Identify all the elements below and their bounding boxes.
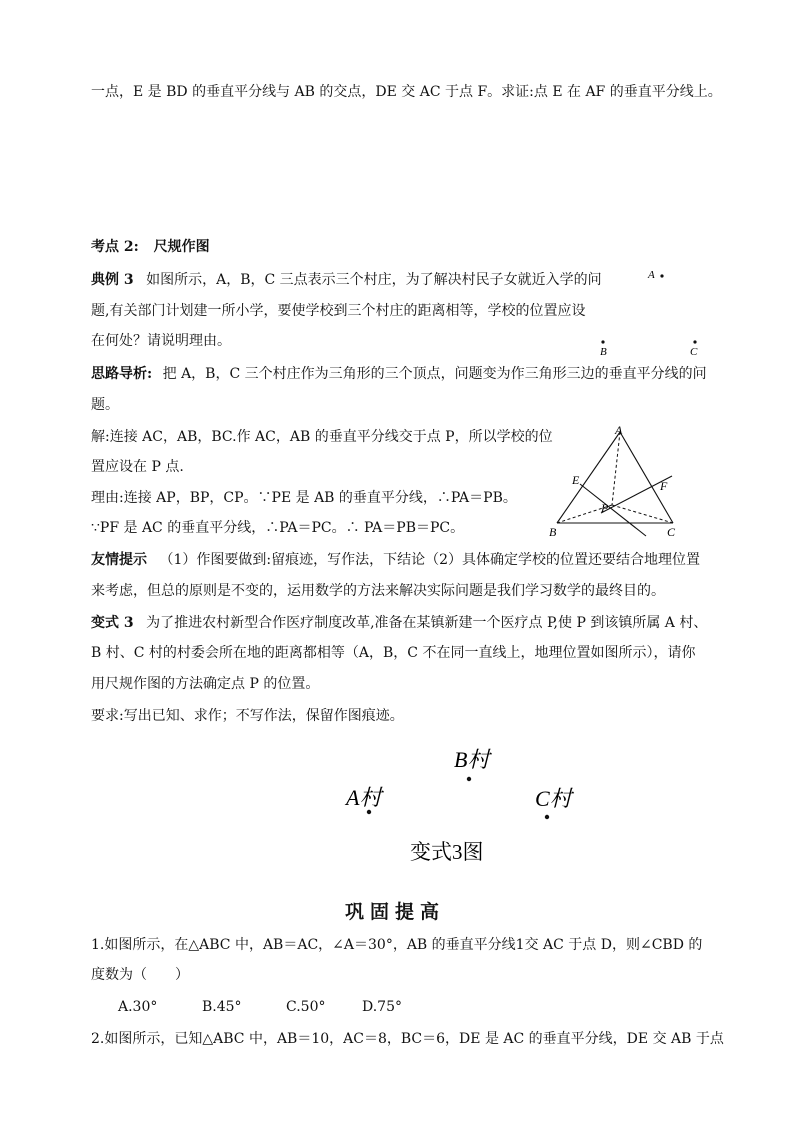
- village-a-label: A村: [346, 785, 382, 810]
- point-a: [660, 274, 663, 277]
- point-c-label: C: [690, 346, 698, 358]
- variant-3-line-3: 用尺规作图的方法确定点 P 的位置。: [91, 676, 320, 692]
- point-b: [601, 340, 604, 343]
- problem-continuation: 一点，E 是 BD 的垂直平分线与 AB 的交点，DE 交 AC 于点 F。求证:点 E 在 AF 的垂直平分线上。: [91, 84, 722, 100]
- village-figure-caption: 变式3图: [410, 840, 484, 864]
- question-1-option-a: A.30°: [118, 999, 158, 1015]
- side-ac: [620, 432, 673, 523]
- guide-label: 思路导析:: [91, 366, 153, 382]
- point-e-label: E: [572, 473, 580, 487]
- guide-text: 把 A，B，C 三个村庄作为三角形的三个顶点，问题变为作三角形三边的垂直平分线的问: [162, 366, 707, 382]
- variant-3-line-2: B 村、C 村的村委会所在地的距离都相等（A，B，C 不在同一直线上，地理位置如图所示），请你: [91, 645, 696, 661]
- variant-3-line-1: [91, 613, 707, 633]
- village-c-point: [545, 815, 549, 819]
- example-3-line-3: 在何处？请说明理由。: [91, 333, 231, 349]
- village-a-point: [367, 810, 371, 814]
- variant-3-requirement: 要求:写出已知、求作；不写作法，保留作图痕迹。: [91, 708, 404, 724]
- point-b-label: B: [600, 346, 607, 358]
- vertex-c-label: C: [667, 525, 676, 539]
- example-3-line-1: [91, 270, 602, 290]
- vertex-a-label: A: [615, 423, 623, 437]
- example-3-line-2: 题,有关部门计划建一所小学，要使学校到三个村庄的距离相等，学校的位置应设: [91, 303, 586, 319]
- point-a-label: A: [648, 269, 655, 281]
- example-3-text: 如图所示，A，B，C 三点表示三个村庄，为了解决村民子女就近入学的问: [146, 272, 602, 288]
- guide-line-1: [91, 364, 707, 384]
- triangle-figure: [540, 420, 690, 542]
- variant-3-label: 变式 3: [91, 615, 134, 631]
- tip-text: （1）作图要做到:留痕迹，写作法，下结论（2）具体确定学校的位置还要结合地理位置: [159, 552, 700, 568]
- question-1-option-b: B.45°: [202, 999, 242, 1015]
- question-1-option-d: D.75°: [362, 999, 402, 1015]
- consolidation-title: 巩固提高: [345, 901, 446, 923]
- vertex-b-label: B: [549, 525, 557, 539]
- perpendicular-bisector-ab: [580, 484, 646, 536]
- tip-line-2: 来考虑，但总的原则是不变的，运用数学的方法来解决实际问题是我们学习数学的最终目的。: [91, 583, 665, 599]
- solution-line-4: ∵PF 是 AC 的垂直平分线，∴PA＝PC。∴ PA＝PB＝PC。: [91, 520, 465, 536]
- side-ab: [557, 432, 620, 523]
- tip-label: 友情提示: [91, 552, 147, 568]
- segment-ap: [612, 432, 620, 505]
- question-1-option-c: C.50°: [286, 999, 326, 1015]
- section-title: 尺规作图: [153, 239, 210, 255]
- variant-3-text: 为了推进农村新型合作医疗制度改革,准备在某镇新建一个医疗点 P,使 P 到该镇所属 A 村、: [146, 615, 708, 631]
- solution-line-2: 置应设在 P 点.: [91, 459, 184, 475]
- village-b-label: B村: [454, 747, 490, 772]
- solution-line-1: 解:连接 AC，AB，BC.作 AC，AB 的垂直平分线交于点 P，所以学校的位: [91, 429, 553, 445]
- village-b-point: [467, 777, 471, 781]
- village-points-figure: [590, 262, 720, 362]
- tip-line-1: [91, 550, 700, 570]
- village-c-label: C村: [535, 786, 572, 811]
- point-c: [693, 340, 696, 343]
- village-figure: [330, 735, 590, 870]
- question-2-line-1: 2.如图所示，已知△ABC 中，AB＝10，AC＝8，BC＝6，DE 是 AC 的垂直平分线，DE 交 AB 于点: [91, 1031, 724, 1047]
- question-1-line-2: 度数为（ ）: [91, 967, 189, 983]
- solution-line-3: 理由:连接 AP，BP，CP。∵PE 是 AB 的垂直平分线，∴PA＝PB。: [91, 490, 517, 506]
- section-label: 考点 2:: [91, 239, 139, 255]
- point-f-label: F: [660, 479, 668, 493]
- point-p-label: P: [601, 501, 609, 515]
- section-heading: [91, 237, 210, 257]
- guide-line-2: 题。: [91, 397, 119, 413]
- question-1-line-1: 1.如图所示，在△ABC 中，AB＝AC，∠A＝30°，AB 的垂直平分线1交 AC 于点 D，则∠CBD 的: [91, 937, 703, 953]
- example-3-label: 典例 3: [91, 272, 134, 288]
